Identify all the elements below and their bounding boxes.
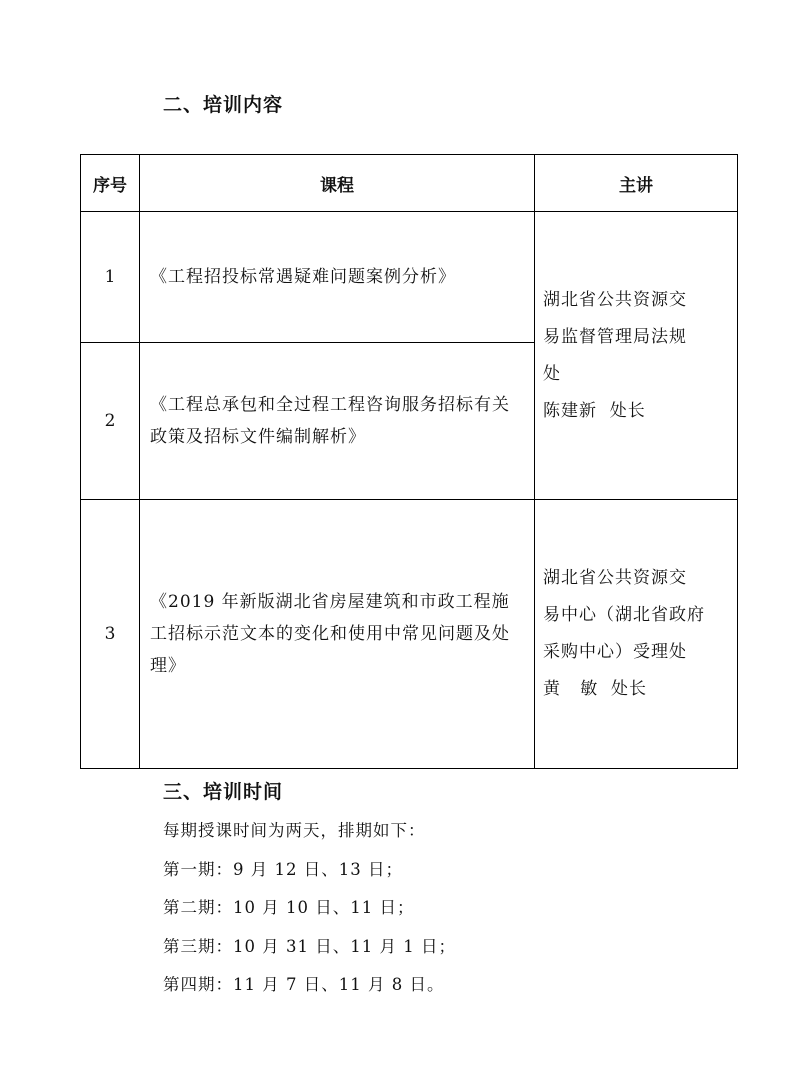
row-index: 1 [81,212,140,343]
table-row [81,212,738,343]
lecturer-cell [535,500,738,769]
schedule-line: 第一期：9 月 12 日、13 日； [163,859,403,879]
table-row [81,500,738,769]
lecturer-line: 采购中心）受理处 [543,642,687,662]
schedule-text [163,812,456,1005]
course-title: 《工程招投标常遇疑难问题案例分析》 [140,212,535,343]
header-index: 序号 [81,155,140,212]
table-header-row [81,155,738,212]
section-2-title: 二、培训内容 [163,94,284,116]
lecturer-line: 易中心（湖北省政府 [543,605,705,625]
lecturer-line: 陈建新 处长 [543,400,646,421]
schedule-line: 每期授课时间为两天，排期如下： [163,821,426,840]
course-title: 《2019 年新版湖北省房屋建筑和市政工程施工招标示范文本的变化和使用中常见问题及处理》 [140,500,535,769]
header-lecturer: 主讲 [535,155,738,212]
schedule-line: 第四期：11 月 7 日、11 月 8 日。 [163,975,445,994]
schedule-line: 第三期：10 月 31 日、11 月 1 日； [163,936,456,956]
section-3-title: 三、培训时间 [163,781,284,803]
course-title: 《工程总承包和全过程工程咨询服务招标有关政策及招标文件编制解析》 [140,343,535,500]
lecturer-line: 处 [543,363,561,384]
lecturer-line: 湖北省公共资源交 [543,568,687,588]
lecturer-line: 湖北省公共资源交 [543,289,687,310]
training-content-table [80,154,738,769]
schedule-line: 第二期：10 月 10 日、11 日； [163,898,415,917]
lecturer-line: 黄 敏 处长 [543,679,648,699]
header-course: 课程 [140,155,535,212]
lecturer-cell [535,212,738,500]
row-index: 2 [81,343,140,500]
row-index: 3 [81,500,140,769]
lecturer-line: 易监督管理局法规 [543,326,687,347]
